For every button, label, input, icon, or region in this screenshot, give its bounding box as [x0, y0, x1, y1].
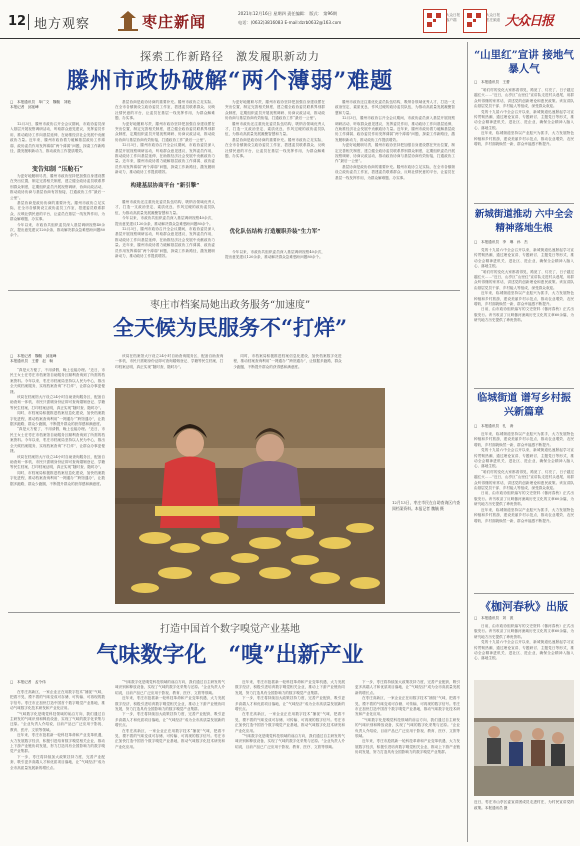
right-text: 党的十九届六中全会召开以来，新城街道迅速掀起学习宣传贯彻热潮，通过理论宣讲、专题研讨、主题党日等形式，推动全会精神进机关、进社区、进企业，确保全会精神入脑入心、落地生根。 “咱们村的变化大家都看得见，路宽了、灯亮了，日子越过越红火……”近日，山亭区“山里红”宣讲队走进村头巷尾，用群众听得懂的家常话，讲述党的创新理论和惠民政策。该宣讲队由基层党员干部、乡村能人等组成，深受群众欢迎。 近年来，临城街道坚持以产业振兴为抓手，大力发展特色种植和乡村旅游，建设美丽乡村示范点，推动农业增效、农民增收，乡村面貌焕然一新，群众幸福感不断提升。 日前，由市政协组织编写的文史资料《枷河春秋》正式出版发行。该书收录了反映枷河流域历史文化的文章60余篇，为研究地方历史提供了珍贵资料。: [474, 248, 574, 323]
bottom-kicker: 打造中国首个数字嗅觉产业基地: [160, 624, 300, 635]
lead-kicker: 探索工作新路径 激发履职新动力: [140, 50, 320, 63]
lead-subhead: 构建基层协商平台 “新引擎”: [130, 183, 200, 189]
right-byline: □ 本报通讯员 孔 涛: [474, 424, 514, 428]
right-story-headline[interactable]: 新城街道推动 六中全会精神落地生根: [474, 209, 574, 234]
archive-photo: [115, 388, 385, 604]
bottom-byline: □ 本报记者 孟令伟: [10, 680, 46, 684]
middle-text-col: 该局在档案馆大厅设立24小时自助查询服务区，配备自助查询一体机，市民只需刷身份证即可查询婚姻登记、学籍等民生档案，打印档案证明，真正实现“随时查、随时办”。 同时，市档案局积极推进档案信息化建设，加快档案数字化进程，推动档案查询利用“一网通办”“跨馆通办”，让数据多跑路，群众少跑腿，不断提升群众的获得感和满意度。: [115, 354, 342, 369]
middle-kicker: 枣庄市档案局她出政务服务“加速度”: [149, 300, 311, 311]
right-text: 近年来，临城街道坚持以产业振兴为抓手，大力发展特色种植和乡村旅游，建设美丽乡村示范点，推动农业增效、农民增收，乡村面貌焕然一新，群众幸福感不断提升。 党的十九届六中全会召开以来，新城街道迅速掀起学习宣传贯彻热潮，通过理论宣讲、专题研讨、主题党日等形式，推动全会精神进机关、进社区、进企业，确保全会精神入脑入心、落地生根。 “咱们村的变化大家都看得见，路宽了、灯亮了，日子越过越红火……”近日，山亭区“山里红”宣讲队走进村头巷尾，用群众听得懂的家常话，讲述党的创新理论和惠民政策。该宣讲队由基层党员干部、乡村能人等组成，深受群众欢迎。 日前，由市政协组织编写的文史资料《枷河春秋》正式出版发行。该书收录了反映枷河流域历史文化的文章60余篇，为研究地方历史提供了珍贵资料。 近年来，临城街道坚持以产业振兴为抓手，大力发展特色种植和乡村旅游，建设美丽乡村示范点，推动农业增效、农民增收，乡村面貌焕然一新，群众幸福感不断提升。: [474, 432, 574, 523]
masthead-logo: 大众日报: [505, 14, 554, 29]
right-text: 日前，由市政协组织编写的文史资料《枷河春秋》正式出版发行。该书收录了反映枷河流域历史文化的文章60余篇，为研究地方历史提供了珍贵资料。 党的十九届六中全会召开以来，新城街道迅速掀起学习宣传贯彻热潮，通过理论宣讲、专题研讨、主题党日等形式，推动全会精神进机关、进社区、进企业，确保全会精神入脑入心、落地生根。: [474, 624, 574, 661]
photo-caption-box: [392, 500, 460, 604]
lead-subhead: 变告知制 “压舱石”: [32, 166, 83, 173]
bottom-text-col: 下一步，枣庄将持续加大政策扶持力度，完善产业配套，吸引更多高端人才和优质项目落地，让“气味经济”成为全市高质量发展新的增长点。 在枣庄高新区，一家企业正在用数字技术“捕捉”气味，把看不见、摸不着的气味变成可存储、可传输、可再现的数字信号。枣庄市正加快打造中国首个数字嗅觉产业基地，推动气味数字化技术研发和产业化应用。 “气味数字化是嗅觉科技领域的前沿方向，我们通过自主研发的气味识别和释放设备，实现了气味的数字化采集与还原。”企业负责人介绍说，目前产品已广泛应用于影视、教育、医疗、文旅等领域。 近年来，枣庄市抢抓新一轮科技革命和产业变革机遇，大力发展数字经济，积极引进培育数字嗅觉相关企业，推动上下游产业链协同发展，努力打造具有全国影响力的数字嗅觉产业集群。: [355, 680, 460, 755]
right-byline: □ 本报通讯员 王蕾: [474, 80, 510, 84]
section-label: 地方观察: [34, 17, 91, 32]
right-story-headline[interactable]: “山里红”宣讲 接地气暴人气: [474, 49, 574, 75]
bottom-text-col: 在枣庄高新区，一家企业正在用数字技术“捕捉”气味，把看不见、摸不着的气味变成可存储、可传输、可再现的数字信号。枣庄市正加快打造中国首个数字嗅觉产业基地，推动气味数字化技术研发和产业化应用。 “气味数字化是嗅觉科技领域的前沿方向，我们通过自主研发的气味识别和释放设备，实现了气味的数字化采集与还原。”企业负责人介绍说，目前产品已广泛应用于影视、教育、医疗、文旅等领域。 近年来，枣庄市抢抓新一轮科技革命和产业变革机遇，大力发展数字经济，积极引进培育数字嗅觉相关企业，推动上下游产业链协同发展，努力打造具有全国影响力的数字嗅觉产业集群。 下一步，枣庄将持续加大政策扶持力度，完善产业配套，吸引更多高端人才和优质项目落地，让“气味经济”成为全市高质量发展新的增长点。: [10, 690, 105, 770]
qr-code-icon[interactable]: [423, 9, 447, 33]
middle-text-col: “真是太方便了，不用请假，晚上也能办理。”近日，市民王女士在枣庄市档案馆自助服务区顺利查询到了所需的档案资料。今年以来，枣庄市档案局坚持以人民为中心，推出全天候档案服务，实现档案查询“不打烊”，让群众办事更便捷。 该局在档案馆大厅设立24小时自助查询服务区，配备自助查询一体机，市民只需刷身份证即可查询婚姻登记、学籍等民生档案，打印档案证明，真正实现“随时查、随时办”。 同时，市档案局积极推进档案信息化建设，加快档案数字化进程，推动档案查询利用“一网通办”“跨馆通办”，让数据多跑路，群众少跑腿，不断提升群众的获得感和满意度。 “真是太方便了，不用请假，晚上也能办理。”近日，市民王女士在枣庄市档案馆自助服务区顺利查询到了所需的档案资料。今年以来，枣庄市档案局坚持以人民为中心，推出全天候档案服务，实现档案查询“不打烊”，让群众办事更便捷。 该局在档案馆大厅设立24小时自助查询服务区，配备自助查询一体机，市民只需刷身份证即可查询婚姻登记、学籍等民生档案，打印档案证明，真正实现“随时查、随时办”。 同时，市档案局积极推进档案信息化建设，加快档案数字化进程，推动档案查询利用“一网通办”“跨馆通办”，让数据多跑路，群众少跑腿，不断提升群众的获得感和满意度。: [10, 368, 105, 486]
qr-code-icon[interactable]: [463, 9, 487, 33]
right-story-headline[interactable]: 《枷河春秋》出版: [480, 600, 568, 613]
header: [0, 0, 580, 42]
page-number: 12: [8, 14, 27, 29]
bottom-headline[interactable]: 气味数字化 “嗅”出新产业: [96, 642, 364, 668]
lead-subhead: 优化队伍结构 打造履职乔装“生力军”: [229, 229, 321, 235]
lead-text-col: 滕州市政协还注重优化委员队伍结构，吸纳各领域优秀人才，打造一支政治坚定、素质优良、作风过硬的政协委员队伍，为推动高质量发展凝聚智慧和力量。 今年以来，市政协共组织委员深入基层调研视察40余次，提出意见建议120余条，推动解决群众急难愁盼问题80余个。 12月3日，滕州市政协召开全会议期间，市政协委员深入基层开展视察调研活动，听取群众意见建议，发挥委员作用，推动政协工作向基层延伸，在助推经济社会发展中贡献政协力量。近年来，滕州市政协着力破解基层政协工作薄弱、政协委员作用发挥薄弱“两个薄弱”问题，探索工作新路径，激发履职新动力，推动政协工作提质增效。: [115, 200, 215, 259]
qr-label: 大众日报 客户端: [446, 13, 460, 22]
dateline: 2021年12月16日 星期四 责任编辑： 版式： 第96期: [238, 11, 337, 16]
lead-text-col: 为更好地履职尽责，滕州市政协坚持把加强自身建设摆在突出位置，制定完善相关制度，建立健全政协委员联系界别群众制度，定期组织委员开展视察调研、协商议政活动，推动政协协商与基层协商有效衔接，打通政协工作“最后一公里”。 滕州市政协还注重优化委员队伍结构，吸纳各领域优秀人才，打造一支政治坚定、素质优良、作风过硬的政协委员队伍，为推动高质量发展凝聚智慧和力量。 基层协商是政协协商的重要补充。滕州市政协立足实际，在全市各镇街设立政协委员工作室，搭建委员联系群众、反映社情民意的平台，让委员在基层一线发挥作用，为群众解难题、办实事。: [225, 100, 325, 159]
lead-text-col: 基层协商是政协协商的重要补充。滕州市政协立足实际，在全市各镇街设立政协委员工作室，搭建委员联系群众、反映社情民意的平台，让委员在基层一线发挥作用，为群众解难题、办实事。 为更好地履职尽责，滕州市政协坚持把加强自身建设摆在突出位置，制定完善相关制度，建立健全政协委员联系界别群众制度，定期组织委员开展视察调研、协商议政活动，推动政协协商与基层协商有效衔接，打通政协工作“最后一公里”。 12月3日，滕州市政协召开全会议期间，市政协委员深入基层开展视察调研活动，听取群众意见建议，发挥委员作用，推动政协工作向基层延伸，在助推经济社会发展中贡献政协力量。近年来，滕州市政协着力破解基层政协工作薄弱、政协委员作用发挥薄弱“两个薄弱”问题，探索工作新路径，激发履职新动力，推动政协工作提质增效。: [115, 100, 215, 175]
bottom-text-col: 近年来，枣庄市抢抓新一轮科技革命和产业变革机遇，大力发展数字经济，积极引进培育数字嗅觉相关企业，推动上下游产业链协同发展，努力打造具有全国影响力的数字嗅觉产业集群。 下一步，枣庄将持续加大政策扶持力度，完善产业配套，吸引更多高端人才和优质项目落地，让“气味经济”成为全市高质量发展新的增长点。 在枣庄高新区，一家企业正在用数字技术“捕捉”气味，把看不见、摸不着的气味变成可存储、可传输、可再现的数字信号。枣庄市正加快打造中国首个数字嗅觉产业基地，推动气味数字化技术研发和产业化应用。 “气味数字化是嗅觉科技领域的前沿方向，我们通过自主研发的气味识别和释放设备，实现了气味的数字化采集与还原。”企业负责人介绍说，目前产品已广泛应用于影视、教育、医疗、文旅等领域。: [235, 680, 345, 749]
lead-text-col: 为更好地履职尽责，滕州市政协坚持把加强自身建设摆在突出位置，制定完善相关制度，建立健全政协委员联系界别群众制度，定期组织委员开展视察调研、协商议政活动，推动政协协商与基层协商有效衔接，打通政协工作“最后一公里”。 基层协商是政协协商的重要补充。滕州市政协立足实际，在全市各镇街设立政协委员工作室，搭建委员联系群众、反映社情民意的平台，让委员在基层一线发挥作用，为群众解难题、办实事。 今年以来，市政协共组织委员深入基层调研视察40余次，提出意见建议120余条，推动解决群众急难愁盼问题80余个。: [10, 174, 105, 238]
lead-text-col: 今年以来，市政协共组织委员深入基层调研视察40余次，提出意见建议120余条，推动解决群众急难愁盼问题80余个。: [225, 250, 325, 260]
contact-line: 电话：(0632)3816083 E-mail:dzrb0632@163.com: [238, 20, 342, 25]
right-byline: □ 本报通讯员 刘 波: [474, 616, 514, 620]
lead-text-col: 12月3日，滕州市政协召开全会议期间，市政协委员深入基层开展视察调研活动，听取群众意见建议，发挥委员作用，推动政协工作向基层延伸，在助推经济社会发展中贡献政协力量。近年来，滕州市政协着力破解基层政协工作薄弱、政协委员作用发挥薄弱“两个薄弱”问题，探索工作新路径，激发履职新动力，推动政协工作提质增效。: [10, 122, 105, 154]
tower-icon: [116, 10, 140, 32]
lead-headline[interactable]: 滕州市政协破解“两个薄弱”难题: [66, 68, 394, 94]
photo-caption: 12月13日，枣庄市民在自助查询区内查阅档案资料。本报记者 魏毓 摄: [392, 500, 460, 511]
middle-byline: □ 本报记者 魏毓 邱延峰 本报通讯员 王蕾 赵 畅: [10, 354, 57, 364]
right-story-headline[interactable]: 临城街道 谱写乡村振兴新篇章: [477, 393, 571, 418]
bottom-text-col: “气味数字化是嗅觉科技领域的前沿方向，我们通过自主研发的气味识别和释放设备，实现了气味的数字化采集与还原。”企业负责人介绍说，目前产品已广泛应用于影视、教育、医疗、文旅等领域。 近年来，枣庄市抢抓新一轮科技革命和产业变革机遇，大力发展数字经济，积极引进培育数字嗅觉相关企业，推动上下游产业链协同发展，努力打造具有全国影响力的数字嗅觉产业集群。 下一步，枣庄将持续加大政策扶持力度，完善产业配套，吸引更多高端人才和优质项目落地，让“气味经济”成为全市高质量发展新的增长点。 在枣庄高新区，一家企业正在用数字技术“捕捉”气味，把看不见、摸不着的气味变成可存储、可传输、可再现的数字信号。枣庄市正加快打造中国首个数字嗅觉产业基地，推动气味数字化技术研发和产业化应用。: [115, 680, 225, 749]
lead-byline: □ 本报通讯员 单广文 魏毓 刘艳 本报记者 邱延峰: [10, 100, 71, 110]
middle-headline[interactable]: 全天候为民服务不“打烊”: [112, 315, 348, 340]
village-photo: [474, 680, 574, 796]
lead-text-col: 滕州市政协还注重优化委员队伍结构，吸纳各领域优秀人才，打造一支政治坚定、素质优良、作风过硬的政协委员队伍，为推动高质量发展凝聚智慧和力量。 12月3日，滕州市政协召开全会议期间，市政协委员深入基层开展视察调研活动，听取群众意见建议，发挥委员作用，推动政协工作向基层延伸，在助推经济社会发展中贡献政协力量。近年来，滕州市政协着力破解基层政协工作薄弱、政协委员作用发挥薄弱“两个薄弱”问题，探索工作新路径，激发履职新动力，推动政协工作提质增效。 为更好地履职尽责，滕州市政协坚持把加强自身建设摆在突出位置，制定完善相关制度，建立健全政协委员联系界别群众制度，定期组织委员开展视察调研、协商议政活动，推动政协协商与基层协商有效衔接，打通政协工作“最后一公里”。 基层协商是政协协商的重要补充。滕州市政协立足实际，在全市各镇街设立政协委员工作室，搭建委员联系群众、反映社情民意的平台，让委员在基层一线发挥作用，为群众解难题、办实事。: [335, 100, 455, 180]
qr-label: 大众日报 枣庄频道: [486, 13, 500, 22]
newspaper-section-title: 枣庄新闻: [142, 13, 207, 31]
right-text: “咱们村的变化大家都看得见，路宽了、灯亮了，日子越过越红火……”近日，山亭区“山里红”宣讲队走进村头巷尾，用群众听得懂的家常话，讲述党的创新理论和惠民政策。该宣讲队由基层党员干部、乡村能人等组成，深受群众欢迎。 党的十九届六中全会召开以来，新城街道迅速掀起学习宣传贯彻热潮，通过理论宣讲、专题研讨、主题党日等形式，推动全会精神进机关、进社区、进企业，确保全会精神入脑入心、落地生根。 近年来，临城街道坚持以产业振兴为抓手，大力发展特色种植和乡村旅游，建设美丽乡村示范点，推动农业增效、农民增收，乡村面貌焕然一新，群众幸福感不断提升。: [474, 88, 574, 147]
right-byline: □ 本报通讯员 李 琳 孙 杰: [474, 240, 528, 244]
village-photo-caption: 近日，枣庄市山亭区委宣讲团成员走进村庄，为村民宣讲党的政策。本报通讯员 摄: [474, 800, 574, 810]
